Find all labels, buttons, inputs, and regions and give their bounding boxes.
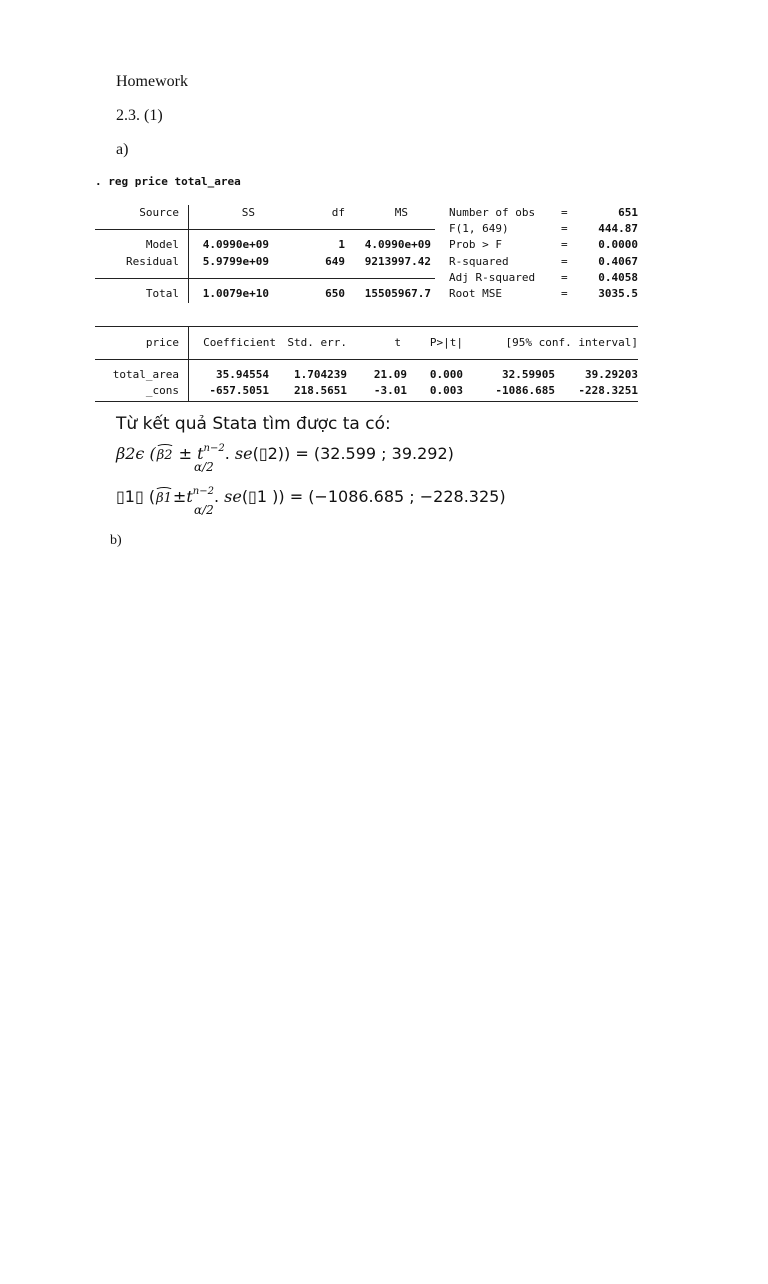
stat-label-nobs: Number of obs — [449, 206, 536, 219]
eq2-pm: ± — [172, 487, 187, 506]
coef-row-total-area-se: 1.704239 — [294, 368, 347, 381]
coef-row-cons-var: _cons — [145, 384, 179, 397]
stat-value-adjr2: 0.4058 — [598, 271, 638, 284]
confidence-interval-beta1 — [116, 486, 506, 517]
beta1-hat: β1 — [156, 491, 172, 506]
eq2-dot: . — [213, 487, 225, 506]
anova-row-residual-df: 649 — [325, 255, 345, 268]
coef-header-p: P>|t| — [429, 336, 463, 349]
stat-eq-nobs: = — [561, 206, 568, 219]
anova-row-total-df: 650 — [325, 287, 345, 300]
anova-row-model-df: 1 — [338, 238, 345, 251]
coef-row-total-area-p: 0.000 — [429, 368, 463, 381]
eq2-sup: n−2 — [192, 486, 214, 497]
coef-rule-header — [95, 359, 638, 360]
stat-value-rmse: 3035.5 — [598, 287, 638, 300]
anova-row-model-source: Model — [145, 238, 179, 251]
coef-row-cons-ci-hi: -228.3251 — [578, 384, 638, 397]
confidence-interval-beta2 — [116, 443, 454, 474]
eq1-se: se — [234, 444, 253, 463]
eq1-dot: . — [224, 444, 235, 463]
anova-header-ms: MS — [394, 206, 408, 219]
stat-value-nobs: 651 — [618, 206, 638, 219]
eq1-t: t — [197, 444, 204, 463]
beta2-hat: β2 — [156, 448, 173, 463]
eq1-lhs: β2ϵ ( — [116, 444, 156, 463]
stat-value-r2: 0.4067 — [598, 255, 638, 268]
coef-row-total-area-var: total_area — [112, 368, 179, 381]
stat-eq-rmse: = — [561, 287, 568, 300]
part-a-label: a) — [116, 141, 129, 158]
coef-header-var: price — [145, 336, 179, 349]
coef-row-cons-p: 0.003 — [429, 384, 463, 397]
anova-row-residual-ms: 9213997.42 — [364, 255, 431, 268]
eq2-arg: (▯1 )) = (−1086.685 ; −228.325) — [241, 487, 506, 506]
part-b-label: b) — [110, 533, 122, 548]
stat-eq-r2: = — [561, 255, 568, 268]
coef-rule-bottom — [95, 401, 638, 402]
conclusion-text: Từ kết quả Stata tìm được ta có: — [116, 414, 391, 434]
eq1-sup: n−2 — [203, 443, 225, 454]
anova-divider — [188, 205, 189, 303]
anova-header-df: df — [331, 206, 345, 219]
stat-label-rmse: Root MSE — [449, 287, 502, 300]
anova-row-total-source: Total — [145, 287, 179, 300]
anova-header-source: Source — [139, 206, 179, 219]
anova-row-total-ms: 15505967.7 — [364, 287, 431, 300]
coef-row-total-area-ci-lo: 32.59905 — [502, 368, 555, 381]
stata-output — [95, 205, 640, 401]
stat-eq-probf: = — [561, 238, 568, 251]
section-number: 2.3. (1) — [116, 107, 163, 124]
anova-rule-top — [95, 229, 435, 230]
eq1-arg: (▯2)) = (32.599 ; 39.292) — [252, 444, 454, 463]
coef-row-cons-coef: -657.5051 — [209, 384, 269, 397]
eq1-pm: ± — [173, 444, 198, 463]
stat-eq-adjr2: = — [561, 271, 568, 284]
coef-row-cons-se: 218.5651 — [294, 384, 347, 397]
document-title: Homework — [116, 73, 188, 90]
stat-eq-f: = — [561, 222, 568, 235]
coef-row-total-area-t: 21.09 — [373, 368, 407, 381]
coef-header-coef: Coefficient — [203, 336, 276, 349]
eq2-sub: α/2 — [194, 503, 214, 517]
coef-row-cons-ci-lo: -1086.685 — [495, 384, 555, 397]
anova-row-residual-source: Residual — [126, 255, 179, 268]
coef-header-t: t — [394, 336, 401, 349]
anova-row-total-ss: 1.0079e+10 — [202, 287, 269, 300]
stat-label-f: F(1, 649) — [449, 222, 509, 235]
coef-row-total-area-ci-hi: 39.29203 — [585, 368, 638, 381]
coef-header-se: Std. err. — [287, 336, 347, 349]
coef-divider — [188, 326, 189, 401]
anova-rule-total — [95, 278, 435, 279]
anova-row-residual-ss: 5.9799e+09 — [202, 255, 269, 268]
eq2-se: se — [224, 487, 242, 506]
eq2-t: t — [186, 487, 193, 506]
stat-value-f: 444.87 — [598, 222, 638, 235]
coef-row-total-area-coef: 35.94554 — [216, 368, 269, 381]
coef-rule-top — [95, 326, 638, 327]
stat-label-adjr2: Adj R-squared — [449, 271, 536, 284]
eq2-lhs: ▯1▯ ( — [116, 487, 156, 506]
coef-header-ci: [95% conf. interval] — [505, 336, 638, 349]
eq1-sub: α/2 — [194, 460, 214, 474]
stat-label-r2: R-squared — [449, 255, 509, 268]
stat-value-probf: 0.0000 — [598, 238, 638, 251]
anova-row-model-ss: 4.0990e+09 — [202, 238, 269, 251]
coef-row-cons-t: -3.01 — [373, 384, 407, 397]
stat-label-probf: Prob > F — [449, 238, 502, 251]
stata-command: . reg price total_area — [95, 175, 241, 188]
anova-header-ss: SS — [241, 206, 255, 219]
anova-row-model-ms: 4.0990e+09 — [364, 238, 431, 251]
